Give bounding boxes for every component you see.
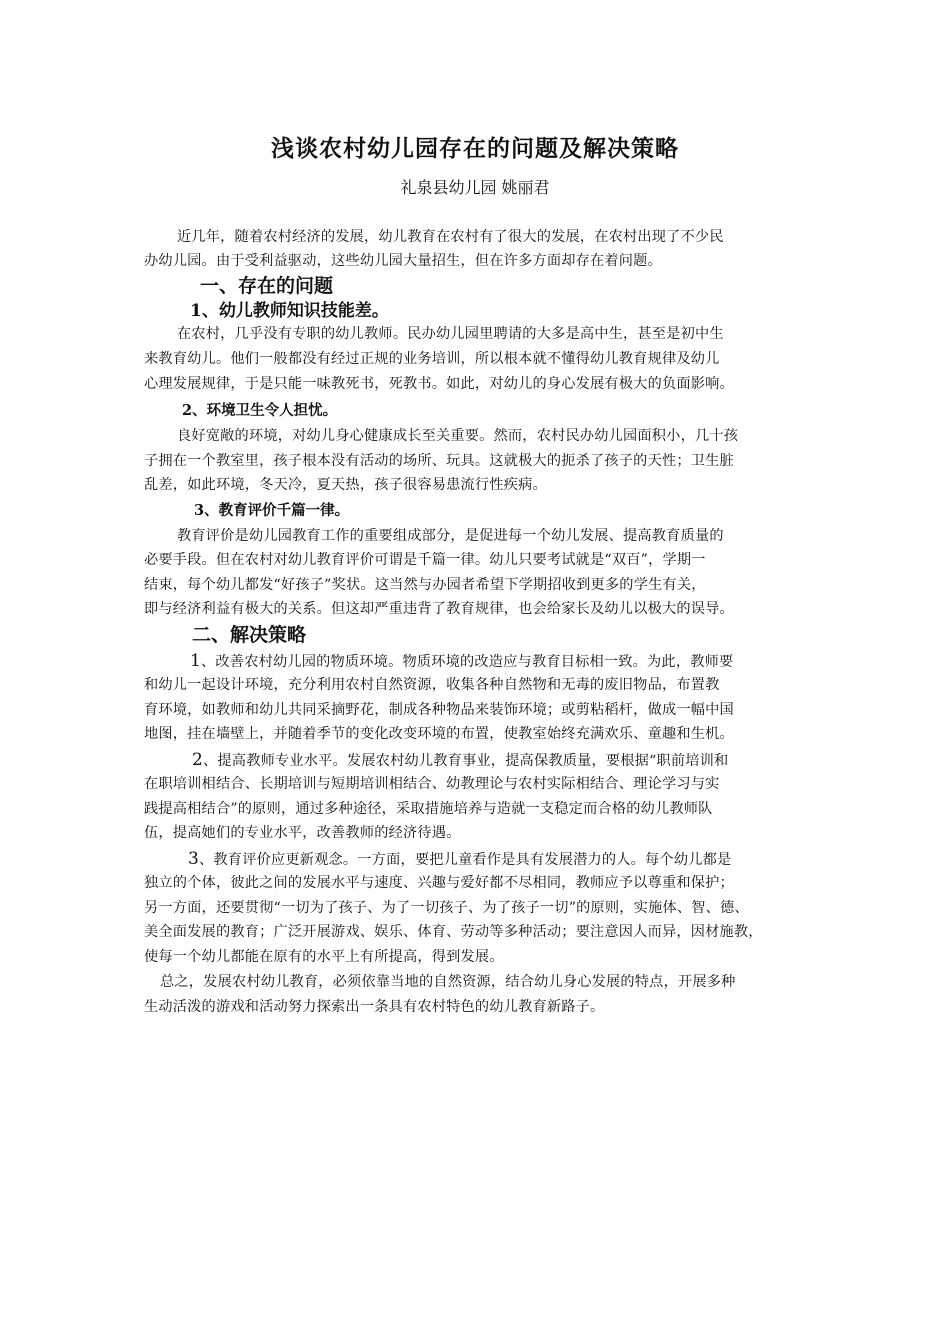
paragraph-line: 使每一个幼儿都能在原有的水平上有所提高，得到发展。 xyxy=(144,949,504,965)
item-text: 、提高教师专业水平。发展农村幼儿教育事业，提高保教质量，要根据“职前培训和 xyxy=(203,753,729,769)
paragraph-line: 地图，挂在墙壁上，并随着季节的变化改变环境的布置，使教室始终充满欢乐、童趣和生机。 xyxy=(144,726,734,742)
paragraph-line xyxy=(190,650,733,673)
subsection-heading: 3、教育评价千篇一律。 xyxy=(194,502,350,519)
paragraph-line: 乱差，如此环境，冬天冷，夏天热，孩子很容易患流行性疾病。 xyxy=(144,477,547,493)
intro-line: 办幼儿园。由于受利益驱动，这些幼儿园大量招生，但在许多方面却存在着问题。 xyxy=(144,253,662,269)
paragraph-line: 伍，提高她们的专业水平，改善教师的经济待遇。 xyxy=(144,825,461,841)
paragraph-line xyxy=(192,749,728,772)
conclusion-line: 总之，发展农村幼儿教育，必须依靠当地的自然资源，结合幼儿身心发展的特点，开展多种 xyxy=(160,974,736,990)
subsection-heading: 1、幼儿教师知识技能差。 xyxy=(190,301,389,321)
paragraph-line: 必要手段。但在农村对幼儿教育评价可谓是千篇一律。幼儿只要考试就是“双百”，学期一 xyxy=(144,552,706,568)
paragraph-line: 来教育幼儿。他们一般都没有经过正规的业务培训，所以根本就不懂得幼儿教育规律及幼儿 xyxy=(144,351,720,367)
paragraph-line: 结束，每个幼儿都发“好孩子”奖状。这当然与办园者希望下学期招收到更多的学生有关， xyxy=(144,577,706,593)
item-number: 3 xyxy=(188,849,200,869)
section-heading: 二、解决策略 xyxy=(192,624,307,646)
paragraph-line: 在职培训相结合、长期培训与短期培训相结合、幼教理论与农村实际相结合、理论学习与实 xyxy=(144,776,720,792)
item-number: 2 xyxy=(192,750,204,770)
paragraph-line: 美全面发展的教育；广泛开展游戏、娱乐、体育、劳动等多种活动；要注意因人而异，因材施教， xyxy=(144,924,763,940)
document-author: 礼泉县幼儿园 姚丽君 xyxy=(400,178,550,197)
conclusion-line: 生动活泼的游戏和活动努力探索出一条具有农村特色的幼儿教育新路子。 xyxy=(144,999,605,1015)
paragraph-line: 另一方面，还要贯彻“一切为了孩子、为了一切孩子、为了孩子一切”的原则，实施体、智、德、 xyxy=(144,900,749,916)
paragraph-line: 和幼儿一起设计环境，充分利用农村自然资源，收集各种自然物和无毒的废旧物品，布置教 xyxy=(144,677,720,693)
item-number: 1 xyxy=(190,651,202,671)
subsection-heading: 2、环境卫生令人担忧。 xyxy=(182,402,338,419)
paragraph-line: 教育评价是幼儿园教育工作的重要组成部分，是促进每一个幼儿发展、提高教育质量的 xyxy=(177,528,724,544)
intro-line: 近几年，随着农村经济的发展，幼儿教育在农村有了很大的发展，在农村出现了不少民 xyxy=(177,229,724,245)
paragraph-line: 子拥在一个教室里，孩子根本没有活动的场所、玩具。这就极大的扼杀了孩子的天性；卫生脏 xyxy=(144,453,734,469)
paragraph-line: 心理发展规律，于是只能一味教死书，死教书。如此，对幼儿的身心发展有极大的负面影响。 xyxy=(144,376,734,392)
section-heading: 一、存在的问题 xyxy=(200,275,334,297)
document-title: 浅谈农村幼儿园存在的问题及解决策略 xyxy=(271,135,679,162)
paragraph-line: 在农村，几乎没有专职的幼儿教师。民办幼儿园里聘请的大多是高中生，甚至是初中生 xyxy=(177,326,724,342)
item-text: 、改善农村幼儿园的物质环境。物质环境的改造应与教育目标相一致。为此，教师要 xyxy=(201,654,734,670)
paragraph-line: 良好宽敞的环境，对幼儿身心健康成长至关重要。然而，农村民办幼儿园面积小，几十孩 xyxy=(177,428,739,444)
item-text: 、教育评价应更新观念。一方面，要把儿童看作是具有发展潜力的人。每个幼儿都是 xyxy=(199,852,732,868)
paragraph-line: 育环境，如教师和幼儿共同采摘野花，制成各种物品来装饰环境；或剪粘稻杆，做成一幅中国 xyxy=(144,702,734,718)
paragraph-line: 即与经济利益有极大的关系。但这却严重违背了教育规律，也会给家长及幼儿以极大的误导。 xyxy=(144,601,734,617)
paragraph-line: 独立的个体，彼此之间的发展水平与速度、兴趣与爱好都不尽相同，教师应予以尊重和保护； xyxy=(144,875,734,891)
paragraph-line: 践提高相结合”的原则，通过多种途径，采取措施培养与造就一支稳定而合格的幼儿教师队 xyxy=(144,801,713,817)
paragraph-line xyxy=(188,848,731,871)
